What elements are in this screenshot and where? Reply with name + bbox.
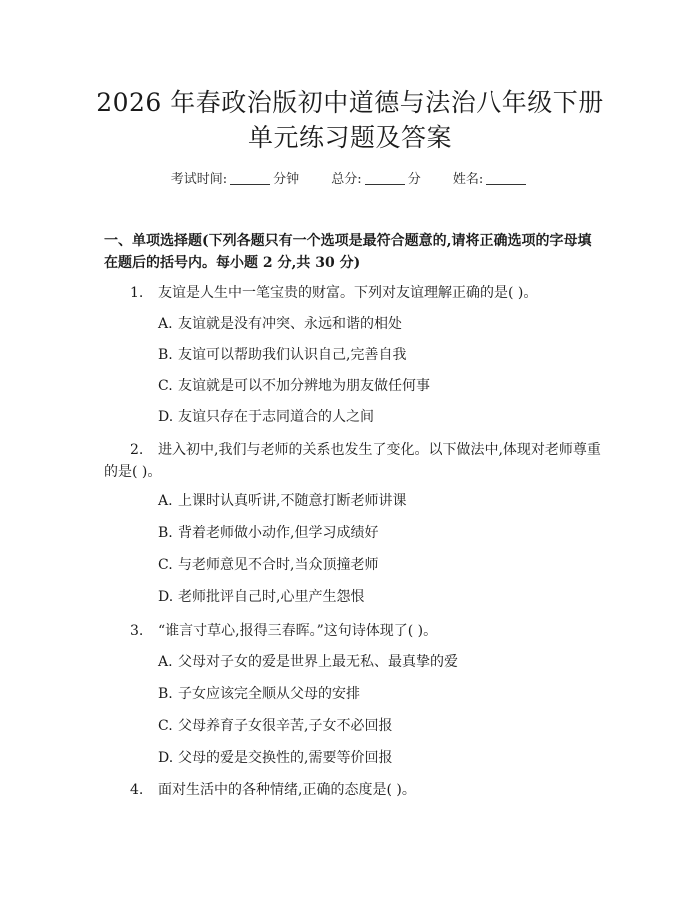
option-1b [158,345,598,365]
option-letter: C. [158,557,173,573]
exam-meta [0,168,700,187]
question-number: 2. [130,442,144,458]
page-title: 2026 年春政治版初中道德与法治八年级下册 [96,88,604,117]
option-letter: A. [158,654,173,670]
option-text: 友谊就是没有冲突、永远和谐的相处 [178,316,402,332]
option-3c [158,716,598,736]
question-3 [104,620,604,642]
option-text: 友谊可以帮助我们认识自己,完善自我 [178,347,407,363]
option-letter: A. [158,316,173,332]
option-3d [158,748,598,768]
section-heading: 一、单项选择题(下列各题只有一个选项是最符合题意的,请将正确选项的字母填在题后的括号内。每小题 2 分,共 30 分) [104,233,592,271]
option-letter: A. [158,493,173,509]
option-text: 子女应该完全顺从父母的安排 [178,686,360,702]
option-1c [158,376,598,396]
question-4 [104,779,604,801]
option-2b [158,523,598,543]
option-text: 父母的爱是交换性的,需要等价回报 [178,750,393,766]
time-label: 考试时间: [170,172,228,187]
option-letter: B. [158,525,173,541]
option-letter: D. [158,750,174,766]
option-letter: B. [158,686,173,702]
question-number: 3. [130,623,144,639]
option-2c [158,555,598,575]
option-1d [158,407,598,427]
question-number: 4. [130,782,144,798]
total-score [331,168,420,187]
time-blank [230,184,270,185]
score-label: 总分: [331,172,362,187]
option-letter: B. [158,347,173,363]
question-2 [104,439,604,483]
option-3a [158,652,598,672]
exam-time [171,168,299,187]
option-letter: D. [158,589,174,605]
name-blank [486,184,526,185]
option-text: 父母对子女的爱是世界上最无私、最真挚的爱 [178,654,458,670]
time-unit: 分钟 [273,172,300,187]
option-text: 友谊就是可以不加分辨地为朋友做任何事 [178,378,430,394]
option-text: 老师批评自己时,心里产生怨恨 [178,589,365,605]
score-blank [365,184,405,185]
name-label: 姓名: [452,172,484,187]
question-text: 友谊是人生中一笔宝贵的财富。下列对友谊理解正确的是( )。 [158,285,538,301]
option-letter: C. [158,718,173,734]
option-2d [158,587,598,607]
score-unit: 分 [407,172,421,187]
option-1a [158,314,598,334]
option-text: 上课时认真听讲,不随意打断老师讲课 [178,493,407,509]
question-text: 面对生活中的各种情绪,正确的态度是( )。 [158,782,416,798]
option-letter: D. [158,409,174,425]
question-1 [104,282,604,304]
option-text: 父母养育子女很辛苦,子女不必回报 [178,718,393,734]
page-subtitle: 单元练习题及答案 [247,123,452,152]
student-name [453,168,529,187]
option-letter: C. [158,378,173,394]
option-text: 背着老师做小动作,但学习成绩好 [178,525,379,541]
question-number: 1. [130,285,144,301]
option-2a [158,491,598,511]
option-text: 与老师意见不合时,当众顶撞老师 [178,557,379,573]
option-text: 友谊只存在于志同道合的人之间 [178,409,374,425]
question-text: “谁言寸草心,报得三春晖。”这句诗体现了( )。 [158,623,438,639]
option-3b [158,684,598,704]
question-text: 进入初中,我们与老师的关系也发生了变化。以下做法中,体现对老师尊重的是( )。 [104,442,601,480]
